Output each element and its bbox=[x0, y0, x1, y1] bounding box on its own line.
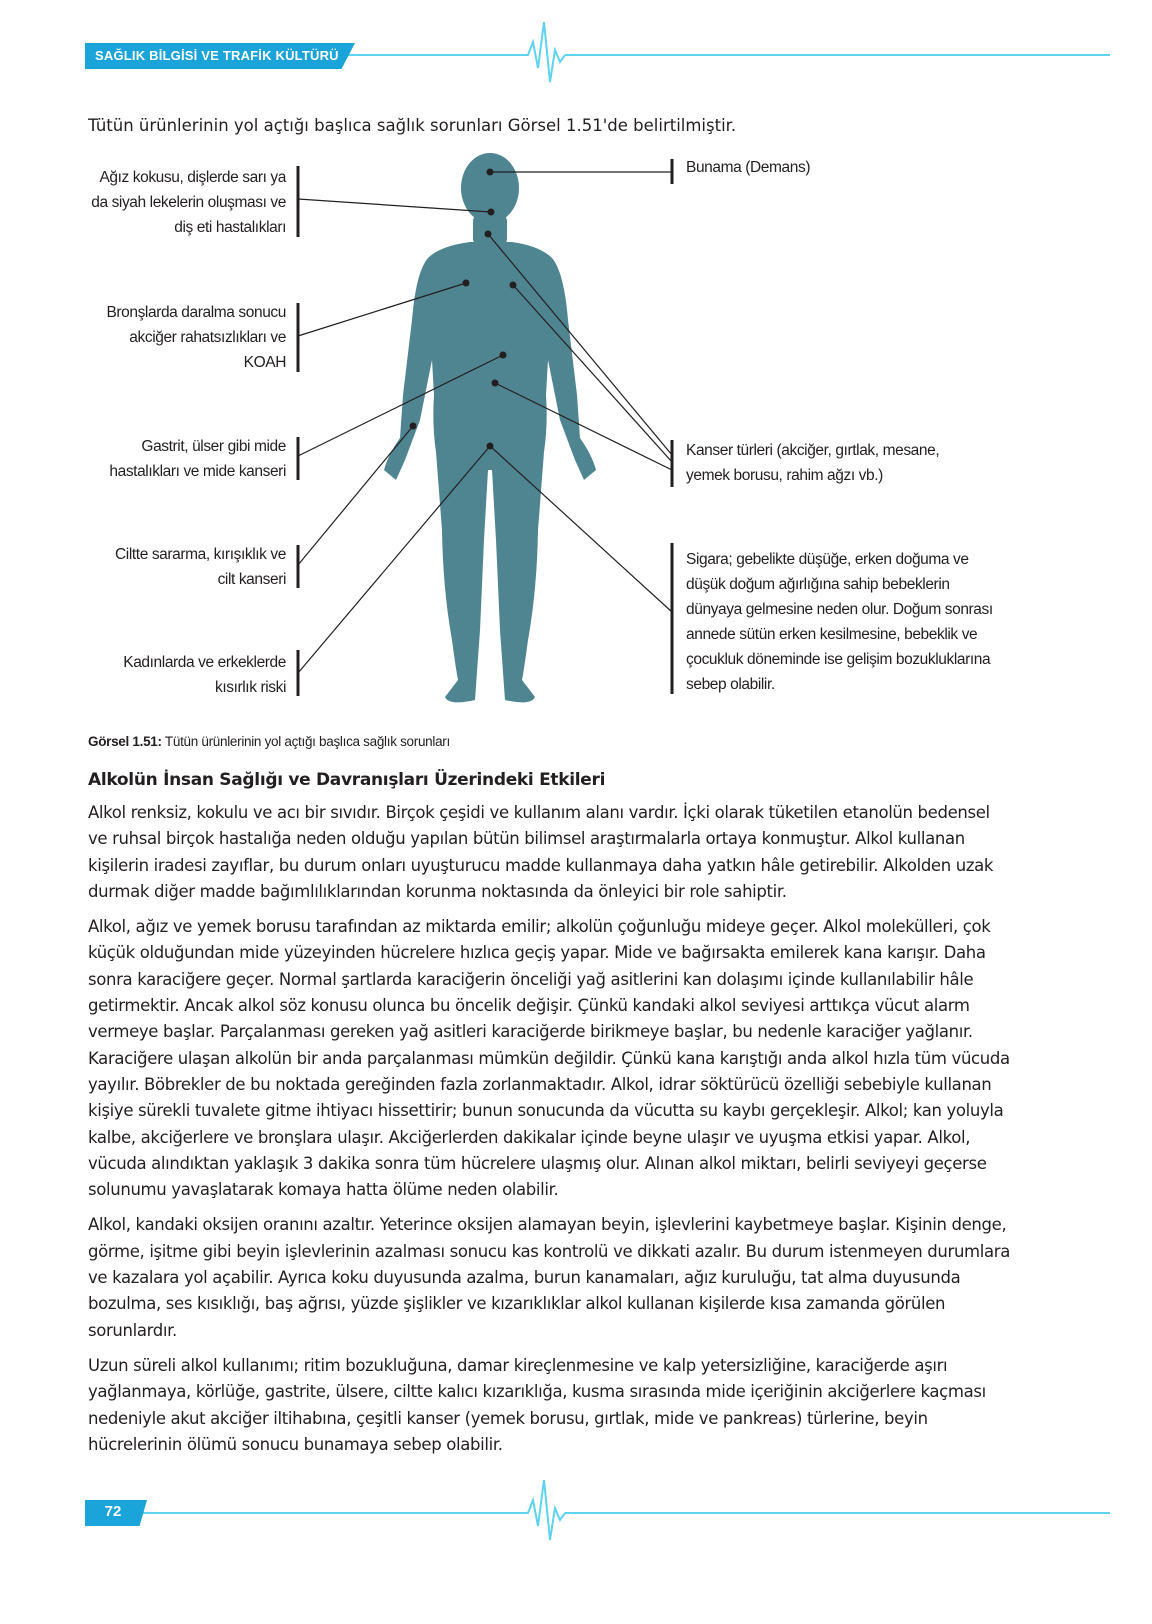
health-problems-figure bbox=[0, 150, 1152, 720]
section-body bbox=[88, 800, 1010, 1467]
label-infertility: Kadınlarda ve erkeklerde kısırlık riski bbox=[123, 654, 286, 696]
caption-text: Tütün ürünlerinin yol açtığı başlıca sağlık sorunları bbox=[164, 734, 450, 749]
section-title: Alkolün İnsan Sağlığı ve Davranışları Üzerindeki Etkileri bbox=[88, 770, 606, 790]
label-bronchi: Bronşlarda daralma sonucu akciğer rahatsızlıkları ve KOAH bbox=[106, 304, 286, 371]
intro-sentence: Tütün ürünlerinin yol açtığı başlıca sağlık sorunları Görsel 1.51'de belirtilmiştir. bbox=[88, 116, 737, 135]
paragraph: Alkol renksiz, kokulu ve acı bir sıvıdır. Birçok çeşidi ve kullanım alanı vardır. İçki olarak tüketilen etanolün bedensel ve ruhsal birçok hastalığa neden olduğu yapılan bütün bilimsel araştırmalarla ortaya konmuştur. Alkol kullanan kişilerin iradesi zayıflar, bu durum onları uyuşturucu madde kullanmaya daha yatkın hâle getirebilir. Alkolden uzak durmak diğer madde bağımlılıklarından korunma noktasında da önleyici bir role sahiptir. bbox=[88, 803, 994, 901]
book-title: SAĞLIK BİLGİSİ VE TRAFİK KÜLTÜRÜ bbox=[95, 48, 339, 63]
paragraph: Alkol, ağız ve yemek borusu tarafından az miktarda emilir; alkolün çoğunluğu mideye geçer. Alkol molekülleri, çok küçük olduğundan mide yüzeyinden hücrelere hızlıca geçiş yapar. Mide ve bağırsakta emilerek kana karışır. Daha sonra karaciğere geçer. Normal şartlarda karaciğerin önceliği yağ asitlerini kan dolaşımı içinde kullanılabilir hâle getirmektir. Ancak alkol söz konusu olunca bu öncelik değişir. Çünkü kandaki alkol seviyesi arttıkça vücut alarm vermeye başlar. Parçalanması gereken yağ asitleri karaciğerde birikmeye başlar, bu nedenle karaciğer yağlanır. Karaciğere ulaşan alkolün bir anda parçalanması mümkün değildir. Çünkü kana karıştığı anda alkol hızla tüm vücuda yayılır. Böbrekler de bu noktada gereğinden fazla zorlanmaktadır. Alkol, idrar söktürücü özelliği sebebiyle kullanan kişiye sürekli tuvalete gitme ihtiyacı hissettirir; bunun sonucunda da vücutta su kaybı gerçekleşir. Alkol; kan yoluyla kalbe, akciğerlere ve bronşlara ulaşır. Akciğerlerden dakikalar içinde beyne ulaşır ve uyuşma etkisi yapar. Alkol, vücuda alındıktan yaklaşık 3 dakika sonra tüm hücrelere ulaşmış olur. Alınan alkol miktarı, belirli seviyeyi geçerse solunumu yavaşlatarak komaya hatta ölüme neden olabilir. bbox=[88, 917, 1010, 1200]
figure-caption bbox=[88, 733, 450, 751]
label-skin: Ciltte sararma, kırışıklık ve cilt kanseri bbox=[115, 546, 286, 588]
paragraph: Uzun süreli alkol kullanımı; ritim bozukluğuna, damar kireçlenmesine ve kalp yetersizliğine, karaciğerde aşırı yağlanmaya, körlüğe, gastrite, ülsere, ciltte kalıcı kızarıklığa, kusma sırasında mide içeriğinin akciğerlere kaçması nedeniyle akut akciğer iltihabına, çeşitli kanser (yemek borusu, gırtlak, mide ve pankreas) türlerine, beyin hücrelerinin ölümü sonucu bunamaya sebep olabilir. bbox=[88, 1355, 986, 1454]
footer-heartbeat-line bbox=[0, 1478, 1152, 1548]
label-cancer-types: Kanser türleri (akciğer, gırtlak, mesane, yemek borusu, rahim ağzı vb.) bbox=[686, 442, 940, 484]
label-pregnancy: Sigara; gebelikte düşüğe, erken doğuma ve düşük doğum ağırlığına sahip bebeklerin dünyaya gelmesine neden olur. Doğum sonrası annede sütün erken kesilmesine, bebeklik ve çocukluk döneminde ise gelişim bozukluklarına sebep olabilir. bbox=[686, 551, 993, 693]
caption-number: Görsel 1.51: bbox=[88, 734, 162, 749]
label-dementia: Bunama (Demans) bbox=[686, 159, 811, 176]
label-mouth: Ağız kokusu, dişlerde sarı ya da siyah lekelerin oluşması ve diş eti hastalıkları bbox=[91, 169, 286, 236]
page-number: 72 bbox=[104, 1503, 122, 1520]
label-stomach: Gastrit, ülser gibi mide hastalıkları ve mide kanseri bbox=[109, 438, 286, 480]
paragraph: Alkol, kandaki oksijen oranını azaltır. Yeterince oksijen alamayan beyin, işlevlerini kaybetmeye başlar. Kişinin denge, görme, işitme gibi beyin işlevlerinin azalması sonucu kas kontrolü ve dikkati azalır. Bu durum istenmeyen durumlara ve kazalara yol açabilir. Ayrıca koku duyusunda azalma, burun kanamaları, ağız kuruluğu, tat alma duyusunda bozulma, ses kısıklığı, baş ağrısı, yüzde şişlikler ve kızarıklıklar alkol kullanan kişilerde kısa zamanda görülen sorunlardır. bbox=[88, 1215, 1010, 1340]
